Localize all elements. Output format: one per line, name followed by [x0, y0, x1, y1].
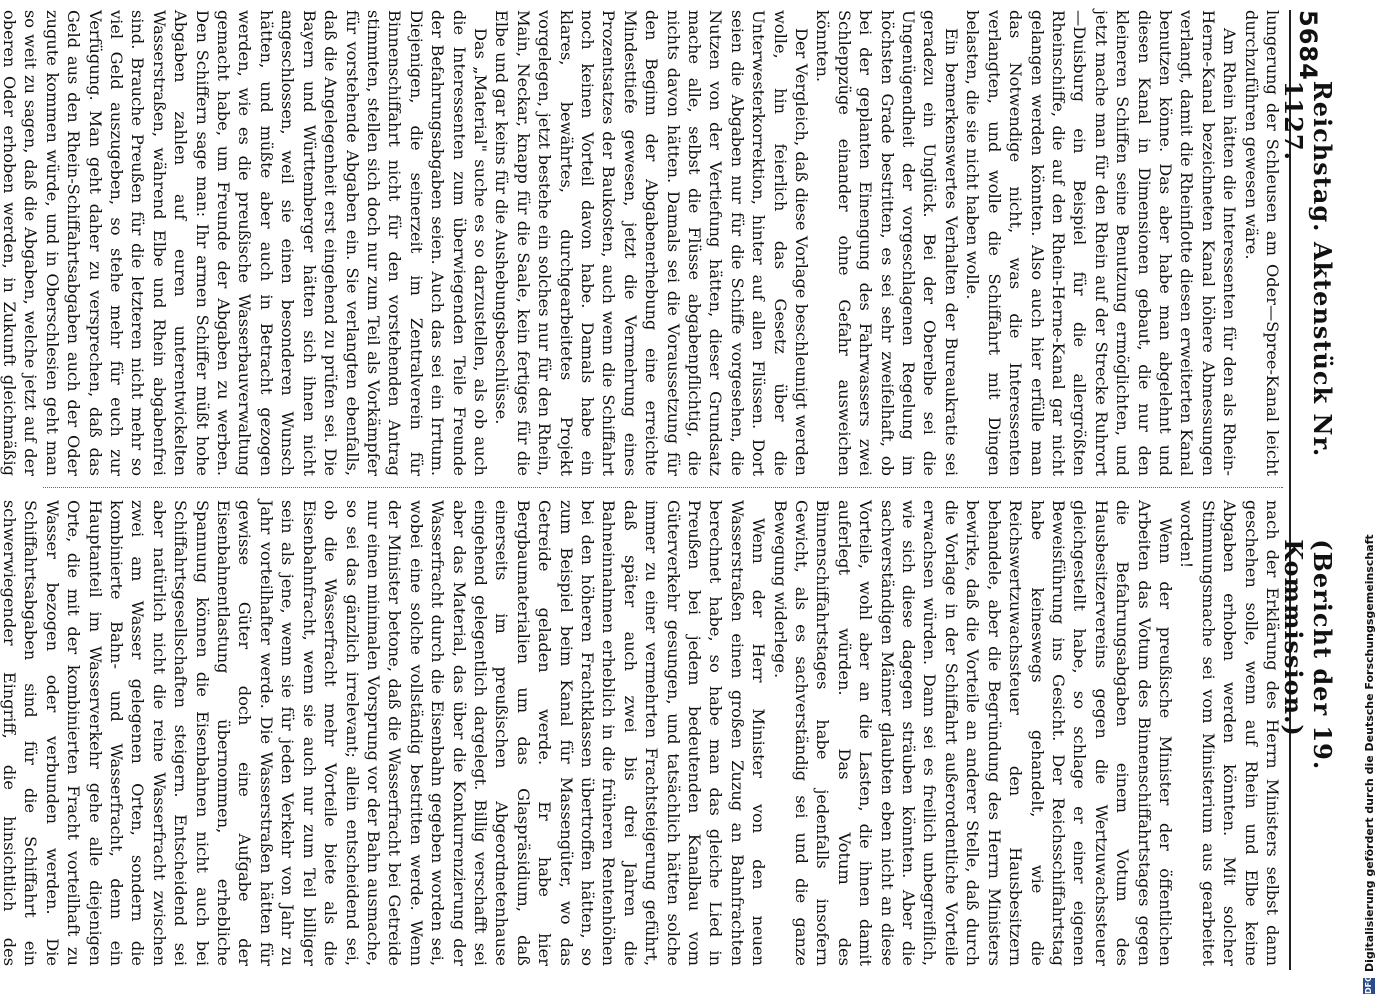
paragraph: lungerung der Schleusen am Oder—Spree-Kanal leicht durchzuführen gewesen wäre.: [1241, 10, 1282, 476]
left-column: [0, 10, 1283, 476]
dfg-logo-icon: DFG: [1364, 975, 1373, 994]
digitization-credit-text: Digitalisierung gefördert durch die Deutsche Forschungsgemeinschaft: [1362, 534, 1376, 972]
paragraph: Das „Material" suche es so darzustellen, als ob auch die Interessenten zum überwiegenden Teile Freunde der Befahrungsabgaben seien. Auch das sei ein Irrtum. Diejenigen, die seinerzeit im Zentralverein für Binnenschiffahrt nicht für den vorstehenden Antrag stimmten, stellen sich doch nur zum Teil als Vorkämpfer für vorstehende Abgaben ein. Sie verlangten ebenfalls, daß die Angelegenheit erst eingehend zu prüfen sei. Die Bayern und Württemberger hätten sich ihnen nicht angeschlossen, weil sie einen besonderen Wunsch hätten, und müßte aber auch in Betracht gezogen werden, wie es die preußische Wasserbauverwaltung gemacht habe, um Freunde der Abgaben zu werben. Den Schiffern sage man: Ihr armen Schiffer müßt hohe Abgaben zahlen auf euren unterentwickelten Wasserstraßen, während Elbe und Rhein abgabenfrei sind. Brauche Preußen für die letzteren nicht mehr so viel Geld auszugeben, so stehe mehr für euch zur Verfügung. Man geht daher zu versprechen, daß das Geld aus den Rhein-Schiffahrtsabgaben auch der Oder zugute kommen würde, und in Oberschlesien geht man so weit zu sagen, daß die Abgaben, welche jetzt auf der oberen Oder erhoben werden, in Zukunft gleichmäßig: [0, 10, 490, 476]
column-divider: [43, 487, 1283, 488]
paragraph: Der Vergleich, daß diese Vorlage beschleunigt werden wolle, hin feierlich das Gesetz über die Unterwesterkorrektion, hinter auf allen Flüssen. Dort seien die Abgaben nur für die Schiffe vorgesehen, die Nutzen von der Vertiefung hätten, dieser Grundsatz mache alle, selbst die Flüsse abgabenpflichtig, die nichts davon hätten. Damals sei die Voraussetzung für den Beginn der Abgabenerhebung eine erreichte Mindesttiefe gewesen, jetzt die Vermehrung eines Prozentsatzes der Baukosten, auch wenn die Schiffahrt noch keinen Vorteil davon habe. Damals habe ein klares, bewährtes, durchgearbeitetes Projekt vorgelegen, jetzt bestehe ein solches nur für den Rhein, Main, Neckar, knapp für die Saale, kein fertiges für die Elbe und gar keins für die Aushebungsbeschlüsse.: [492, 10, 812, 476]
paragraph: Ein bemerkenswertes Verhalten der Bureaukratie sei geradezu ein Unglück. Bei der Oberelbe sei die Ungenügendheit der vorgeschlagenen Regelung im höchsten Grade bestritten, es sei sehr zweifelhaft, ob bei der geplanten Einengung des Fahrwassers zwei Schleppzüge einander ohne Gefahr ausweichen könnten.: [813, 10, 961, 476]
right-column: [0, 500, 1283, 966]
paragraph: Wenn der Herr Minister von den neuen Wasserstraßen einen großen Zuzug an Bahnfrachten berechnet habe, so habe man das gleiche Lied in Preußen bei jedem bedeutenden Kanalbau vom Güterverkehr gesungen, und tatsächlich hätten solche immer zu einer vermehrten Frachtsteigerung geführt, daß später auch zwei bis drei Jahren die Bahneinnahmen erheblich in die früheren Rentenhöhen bei den höheren Frachtklassen übertroffen hätten, so zum Beispiel beim Kanal für Massengüter, wo das Getreide geladen werde. Er habe hier Bergbaumaterialien um das Glaspräsidium, daß einerseits im preußischen Abgeordnetenhause eingehend gelegentlich dargelegt. Billig verschafft sei aber das Material, das über die Konkurrenzierung der Wasserfracht durch die Eisenbahn gegeben worden sei, wobei eine solche vollständig bestritten werde. Wenn der Minister betone, daß die Wasserfracht bei Getreide nur einen minimalen Vorsprung vor der Bahn ausmache, so sei das gänzlich irrelevant; allein entscheidend sei, ob die Wasserfracht mehr Vorteile biete als die Eisenbahnfracht, wenn sie auch nur zum Teil billiger sein als jene, wenn sie für jeden Verkehr von Jahr zu Jahr vorteilhafter werde. Die Wasserstraßen hätten für gewisse Güter doch eine Aufgabe der Eisenbahnentlastung übernommen, erhebliche Spannung können die Eisenbahnen nicht auch bei Schiffahrtsgesellschaften steigern. Entscheidend sei aber natürlich nicht die reine Wasserfracht zwischen zwei am Wasser gelegenen Orten, sondern die kombinierte Bahn- und Wasserfracht, denn ein Hauptanteil im Wasserverkehr gehe alle diejenigen Orte, die mit der kombinierten Fracht vorteilhaft zu Wasser bezogen oder verbunden werden. Die Schiffahrtsabgaben sind für die Schiffahrt ein schwerwiegender Eingriff, die hinsichtlich des: [0, 500, 769, 966]
page-subtitle: (Bericht der 19. Kommission.): [1279, 539, 1337, 771]
paragraph: nach der Erklärung des Herrn Ministers selbst dann geschehen solle, wenn auf Rhein und Elbe keine Abgaben erhoben werden könnten. Mit solcher Stimmungsmache sei vom Ministerium aus gearbeitet worden!: [1177, 500, 1282, 966]
page-number: 5684: [1294, 10, 1322, 81]
page-header: [1279, 10, 1337, 970]
paragraph: Am Rhein hätten die Interessenten für den als Rhein-Herne-Kanal bezeichneten Kanal höhere Abmessungen verlangt, damit die Rheinflotte diesen erweiterten Kanal benutzen könne. Das aber habe man abgelehnt und diesen Kanal in Dimensionen gebaut, die nur den kleineren Schiffen seine Benutzung ermöglichten, und jetzt mache man für den Rhein auf der Strecke Ruhrort—Duisburg ein Beispiel für die allergrößten Rheinschiffe, die auf den Rhein-Herne-Kanal gar nicht gelangen werden könnten. Also auch hier erfülle man das Notwendige nicht, was die Interessenten verlangten, und wolle die Schiffahrt mit Dingen belasten, die sie nicht haben wolle.: [963, 10, 1240, 476]
digitization-credit: [1359, 0, 1379, 994]
paragraph: Wenn der preußische Minister der öffentlichen Arbeiten das Votum des Binnenschiffahrtstages gegen die Befahrungsabgaben einem Votum des Hausbesitzervereins gegen die Wertzuwachssteuer gleichgestellt habe, so schlage er einer eigenen Beweisführung ins Gesicht. Der Reichsschiffahrtstag habe keineswegs gehandelt, wie die Reichswertzuwachssteuer den Hausbesitzern behandele, aber die Begründung des Herrn Ministers bewirke, daß die Vorteile an anderer Stelle, daß durch die Vorlage in der Schiffahrt außerordentliche Vorteile erwachsen würden. Dann sei es freilich unbegreiflich, wie sich diese dagegen sträuben könnten. Aber die sachverständigen Männer glaubten eben nicht an diese Vorteile, wohl aber an die Lasten, die ihnen damit auferlegt würden. Das Votum des Binnenschiffahrtstages habe jedenfalls insofern Gewicht, als es sachverständig sei und die ganze Bewegung widerlege.: [770, 500, 1175, 966]
page-title: Reichstag. Aktenstück Nr. 1127.: [1279, 80, 1337, 458]
